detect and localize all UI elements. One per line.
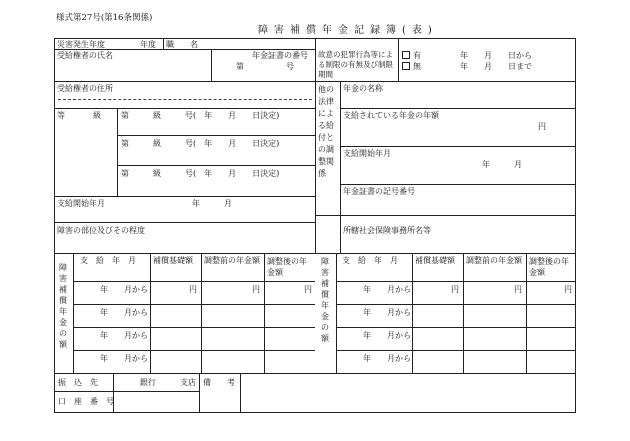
pension-amount-yen: 円 [538, 122, 546, 131]
left-header-after: 調整後の年金額 [267, 257, 307, 277]
pension-amount-label: 支給されている年金の年額 [343, 111, 439, 120]
start-ym-value: 年 月 [192, 199, 232, 208]
cert-dai: 第 [236, 62, 244, 71]
pension-name-label: 年金の名称 [343, 84, 383, 93]
account-label: 口 座 番 号 [58, 397, 114, 406]
table-cell-yen: 円 [451, 285, 459, 294]
right-header-after: 調整後の年金額 [529, 257, 569, 277]
year-unit: 年度 [140, 40, 156, 49]
restriction-from: 年 月 日から [460, 51, 532, 60]
table-row: 年 月から [363, 354, 411, 363]
left-table-vertical-label: 障害補償年金の額 [59, 263, 67, 349]
bank-branch: 銀行 支店 [140, 378, 196, 387]
table-cell-yen: 円 [514, 285, 522, 294]
start-ym-label: 支給開始年月 [57, 199, 105, 208]
disaster-year-label: 災害発生年度 [57, 40, 105, 49]
other-law-label: 他の法律による給付との調整関係 [318, 85, 334, 178]
right-table-vertical-label: 障害補償年金の額 [321, 257, 329, 343]
page-title: 障害補償年金記録簿(表) [258, 25, 438, 36]
restriction-yes[interactable]: 有 [402, 51, 421, 60]
grade-row-2: 第 級 号( 年 月 日決定) [121, 139, 280, 148]
payment-start-label: 支給開始年月 [343, 149, 391, 158]
right-header-base: 補償基礎額 [415, 256, 455, 265]
occupation-label: 職 名 [166, 40, 198, 49]
right-header-month: 支 給 年 月 [342, 256, 398, 265]
address-label: 受給権者の住所 [57, 84, 113, 93]
table-cell-yen: 円 [189, 285, 197, 294]
grade-label: 等 級 [57, 111, 102, 120]
table-cell-yen: 円 [564, 285, 572, 294]
checkbox-yes-icon[interactable] [402, 51, 410, 59]
remarks-label: 備 考 [203, 378, 235, 387]
table-cell-yen: 円 [252, 285, 260, 294]
table-row: 年 月から [363, 331, 411, 340]
grade-row-3: 第 級 号( 年 月 日決定) [121, 169, 280, 178]
cert-number-label: 年金証書の番号 [252, 51, 308, 60]
right-header-before: 調整前の年金額 [466, 256, 522, 265]
left-header-month: 支 給 年 月 [80, 256, 136, 265]
left-header-base: 補償基礎額 [153, 256, 193, 265]
restriction-no[interactable]: 無 [402, 62, 421, 71]
table-cell-yen: 円 [304, 285, 312, 294]
table-row: 年 月から [100, 308, 148, 317]
table-row: 年 月から [100, 354, 148, 363]
disability-label: 障害の部位及びその程度 [57, 226, 145, 235]
restriction-label: 故意の犯罪行為等による制限の有無及び制限期間 [318, 50, 393, 79]
form-number: 様式第27号(第16条関係) [56, 13, 153, 23]
recipient-name-label: 受給権者の氏名 [57, 51, 113, 60]
payment-start-ym: 年 月 [482, 160, 522, 169]
pension-cert-symbol-label: 年金証書の記号番号 [343, 187, 415, 196]
office-label: 所轄社会保険事務所名等 [343, 226, 431, 235]
cert-go: 号 [286, 62, 294, 71]
grade-row-1: 第 級 号( 年 月 日決定) [121, 111, 280, 120]
table-row: 年 月から [363, 308, 411, 317]
restriction-to: 年 月 日まで [460, 62, 532, 71]
left-header-before: 調整前の年金額 [204, 256, 260, 265]
transfer-label: 振 込 先 [58, 378, 98, 387]
table-row: 年 月から [100, 285, 148, 294]
checkbox-no-icon[interactable] [402, 62, 410, 70]
table-row: 年 月から [100, 331, 148, 340]
table-row: 年 月から [363, 285, 411, 294]
